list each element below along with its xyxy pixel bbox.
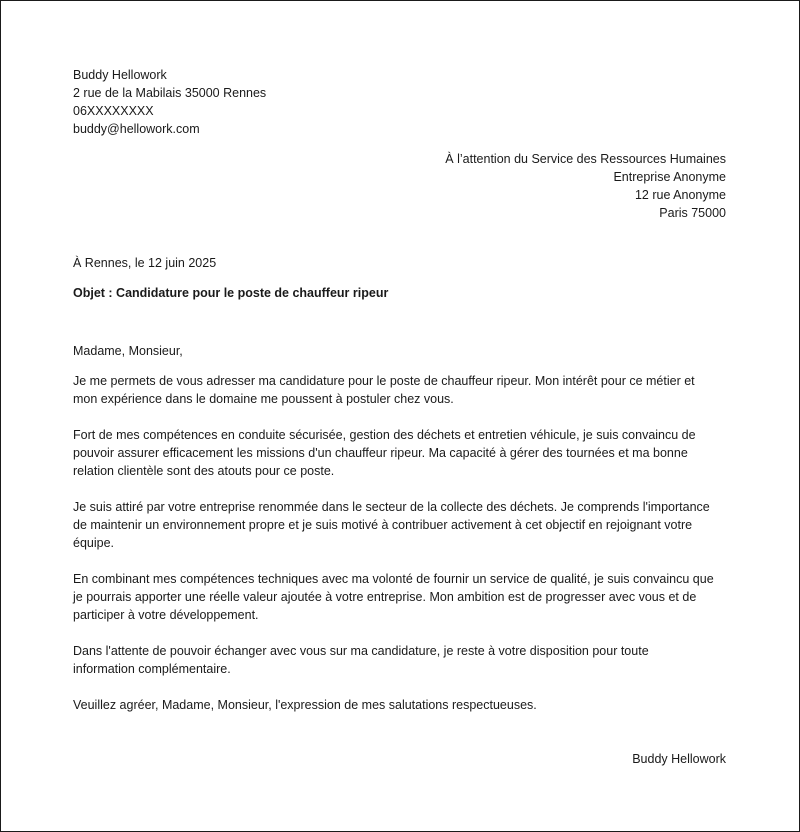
- subject-line: Objet : Candidature pour le poste de chauffeur ripeur: [73, 286, 389, 300]
- paragraph-line: Je suis attiré par votre entreprise renommée dans le secteur de la collecte des déchets. Je comprends l'importance: [73, 500, 710, 514]
- sender-name: Buddy Hellowork: [73, 68, 167, 82]
- recipient-street: 12 rue Anonyme: [634, 188, 726, 202]
- paragraph-line: En combinant mes compétences techniques avec ma volonté de fournir un service de qualité, je suis convaincu que: [73, 572, 714, 586]
- body-paragraph-4: [73, 570, 733, 624]
- closing-formula: Veuillez agréer, Madame, Monsieur, l'expression de mes salutations respectueuses.: [73, 698, 537, 712]
- body-paragraph-3: [73, 498, 733, 552]
- paragraph-line: relation clientèle sont des atouts pour ce poste.: [73, 464, 335, 478]
- body-paragraph-2: [73, 426, 733, 480]
- recipient-company: Entreprise Anonyme: [613, 170, 726, 184]
- recipient-city: Paris 75000: [659, 206, 726, 220]
- paragraph-line: pouvoir assurer efficacement les missions d'un chauffeur ripeur. Ma capacité à gérer des tournées et ma bonne: [73, 446, 688, 460]
- sender-address: 2 rue de la Mabilais 35000 Rennes: [73, 86, 267, 100]
- paragraph-line: Fort de mes compétences en conduite sécurisée, gestion des déchets et entretien véhicule, je suis convaincu de: [73, 428, 696, 442]
- paragraph-line: de maintenir un environnement propre et je suis motivé à contribuer activement à cet objectif en rejoignant votre: [73, 518, 693, 532]
- date-line: À Rennes, le 12 juin 2025: [73, 256, 217, 270]
- sender-email: buddy@hellowork.com: [73, 122, 200, 136]
- recipient-attention: À l’attention du Service des Ressources Humaines: [445, 152, 726, 166]
- paragraph-line: participer à votre développement.: [73, 608, 259, 622]
- paragraph-line: Dans l'attente de pouvoir échanger avec vous sur ma candidature, je reste à votre disposition pour toute: [73, 644, 649, 658]
- sender-phone: 06XXXXXXXX: [73, 104, 154, 118]
- paragraph-line: je pourrais apporter une réelle valeur ajoutée à votre entreprise. Mon ambition est de progresser avec vous et de: [73, 590, 697, 604]
- paragraph-line: Je me permets de vous adresser ma candidature pour le poste de chauffeur ripeur. Mon intérêt pour ce métier et: [73, 374, 695, 388]
- signature: Buddy Hellowork: [632, 752, 726, 766]
- paragraph-line: information complémentaire.: [73, 662, 231, 676]
- greeting: Madame, Monsieur,: [73, 344, 183, 358]
- body-paragraph-5: [73, 642, 733, 678]
- body-paragraph-1: [73, 372, 733, 408]
- paragraph-line: équipe.: [73, 536, 115, 550]
- paragraph-line: mon expérience dans le domaine me poussent à postuler chez vous.: [73, 392, 454, 406]
